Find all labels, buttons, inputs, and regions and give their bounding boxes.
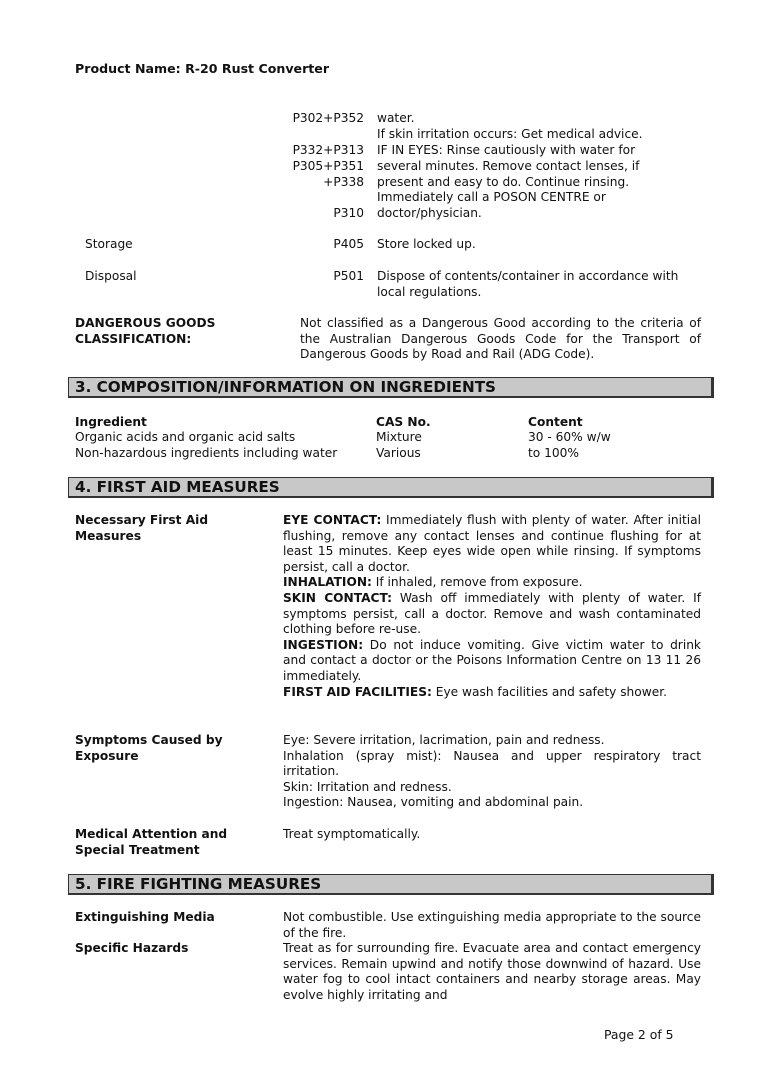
eye-contact-text: Immediately flush with plenty of water. After initial flushing, remove any contact lenses and continue flushing for at least 15 minutes. Keep eyes wide open while rinsing. If symptoms persist, call a doctor. bbox=[283, 513, 701, 574]
first-aid-text bbox=[283, 513, 701, 700]
p-text: Immediately call a POSON CENTRE or bbox=[377, 190, 606, 204]
label-line: Measures bbox=[75, 528, 142, 543]
p-text: If skin irritation occurs: Get medical advice. bbox=[377, 127, 643, 141]
ingestion-text: Do not induce vomiting. Give victim water to drink and contact a doctor or the Poisons Information Centre on 13 11 26 immediately. bbox=[283, 637, 701, 683]
inhalation-label: INHALATION: bbox=[283, 575, 372, 590]
label-line: Medical Attention and bbox=[75, 827, 228, 841]
storage-code: P405 bbox=[333, 237, 364, 251]
inhalation bbox=[283, 575, 701, 591]
skin-contact-text: Wash off immediately with plenty of water. If symptoms persist, call a doctor. Remove and wash contaminated clothing before re-use. bbox=[283, 590, 701, 637]
dangerous-goods-text: Not classified as a Dangerous Good according to the criteria of the Australian Dangerous Goods Code for the Transport of Dangerous Goods by Road and Rail (ADG Code). bbox=[300, 316, 701, 362]
symptom-eye: Eye: Severe irritation, lacrimation, pain and redness. bbox=[283, 733, 605, 747]
col-header-cas: CAS No. bbox=[376, 415, 431, 429]
section-5-header: 5. FIRE FIGHTING MEASURES bbox=[68, 874, 714, 895]
p-code: P305+P351 bbox=[292, 159, 364, 173]
p-text: IF IN EYES: Rinse cautiously with water for bbox=[377, 143, 636, 157]
p-text: doctor/physician. bbox=[377, 206, 482, 220]
dangerous-goods-label bbox=[75, 316, 275, 347]
storage-label: Storage bbox=[85, 237, 133, 251]
medical-attention-text: Treat symptomatically. bbox=[283, 827, 421, 841]
p-code: P310 bbox=[333, 206, 364, 220]
specific-hazards-label: Specific Hazards bbox=[75, 941, 189, 955]
label-line: Necessary First Aid bbox=[75, 513, 209, 527]
content-cell: 30 - 60% w/w bbox=[528, 430, 611, 444]
label-line: Symptoms Caused by bbox=[75, 733, 223, 747]
p-code: +P338 bbox=[323, 175, 364, 189]
disposal-label: Disposal bbox=[85, 269, 137, 283]
extinguishing-media-text: Not combustible. Use extinguishing media appropriate to the source of the fire. bbox=[283, 910, 701, 940]
disposal-text-2: local regulations. bbox=[377, 285, 482, 299]
content-cell: to 100% bbox=[528, 446, 579, 460]
extinguishing-media-label: Extinguishing Media bbox=[75, 910, 215, 924]
ingredient-cell: Non-hazardous ingredients including water bbox=[75, 446, 338, 460]
p-code: P302+P352 bbox=[292, 111, 364, 125]
label-line: Special Treatment bbox=[75, 842, 200, 857]
col-header-content: Content bbox=[528, 415, 583, 429]
medical-attention-label bbox=[75, 827, 275, 858]
eye-contact bbox=[283, 513, 701, 575]
inhalation-text: If inhaled, remove from exposure. bbox=[371, 575, 583, 590]
specific-hazards-text: Treat as for surrounding fire. Evacuate area and contact emergency services. Remain upwind and notify those downwind of hazard. Use water fog to cool intact containers and nearby storage areas. May evolve highly irritating and bbox=[283, 941, 701, 1002]
label-line: DANGEROUS GOODS bbox=[75, 316, 216, 330]
disposal-text-1: Dispose of contents/container in accordance with bbox=[377, 269, 679, 283]
facilities-text: Eye wash facilities and safety shower. bbox=[431, 684, 667, 699]
product-name: Product Name: R-20 Rust Converter bbox=[75, 61, 330, 76]
cas-cell: Mixture bbox=[376, 430, 422, 444]
section-3-header: 3. COMPOSITION/INFORMATION ON INGREDIENTS bbox=[68, 377, 714, 398]
disposal-code: P501 bbox=[333, 269, 364, 283]
label-line: CLASSIFICATION: bbox=[75, 331, 192, 346]
p-text: several minutes. Remove contact lenses, if bbox=[377, 159, 640, 173]
skin-contact bbox=[283, 591, 701, 638]
skin-contact-label: SKIN CONTACT: bbox=[283, 590, 392, 605]
symptoms-label bbox=[75, 733, 275, 764]
col-header-ingredient: Ingredient bbox=[75, 415, 147, 429]
label-line: Exposure bbox=[75, 748, 139, 763]
section-4-header: 4. FIRST AID MEASURES bbox=[68, 477, 714, 498]
facilities-label: FIRST AID FACILITIES: bbox=[283, 684, 432, 699]
page-number: Page 2 of 5 bbox=[604, 1027, 674, 1042]
symptom-skin: Skin: Irritation and redness. bbox=[283, 779, 452, 794]
first-aid-label bbox=[75, 513, 275, 544]
p-code: P332+P313 bbox=[292, 143, 364, 157]
cas-cell: Various bbox=[376, 446, 421, 460]
eye-contact-label: EYE CONTACT: bbox=[283, 513, 382, 527]
symptoms-text bbox=[283, 733, 701, 811]
symptom-inhalation: Inhalation (spray mist): Nausea and upper respiratory tract irritation. bbox=[283, 748, 701, 779]
symptom-ingestion: Ingestion: Nausea, vomiting and abdominal pain. bbox=[283, 795, 584, 810]
ingestion bbox=[283, 638, 701, 685]
first-aid-facilities bbox=[283, 685, 701, 701]
p-text: water. bbox=[377, 111, 415, 125]
ingestion-label: INGESTION: bbox=[283, 637, 364, 652]
ingredient-cell: Organic acids and organic acid salts bbox=[75, 430, 296, 444]
storage-text: Store locked up. bbox=[377, 237, 476, 251]
p-text: present and easy to do. Continue rinsing. bbox=[377, 175, 630, 189]
